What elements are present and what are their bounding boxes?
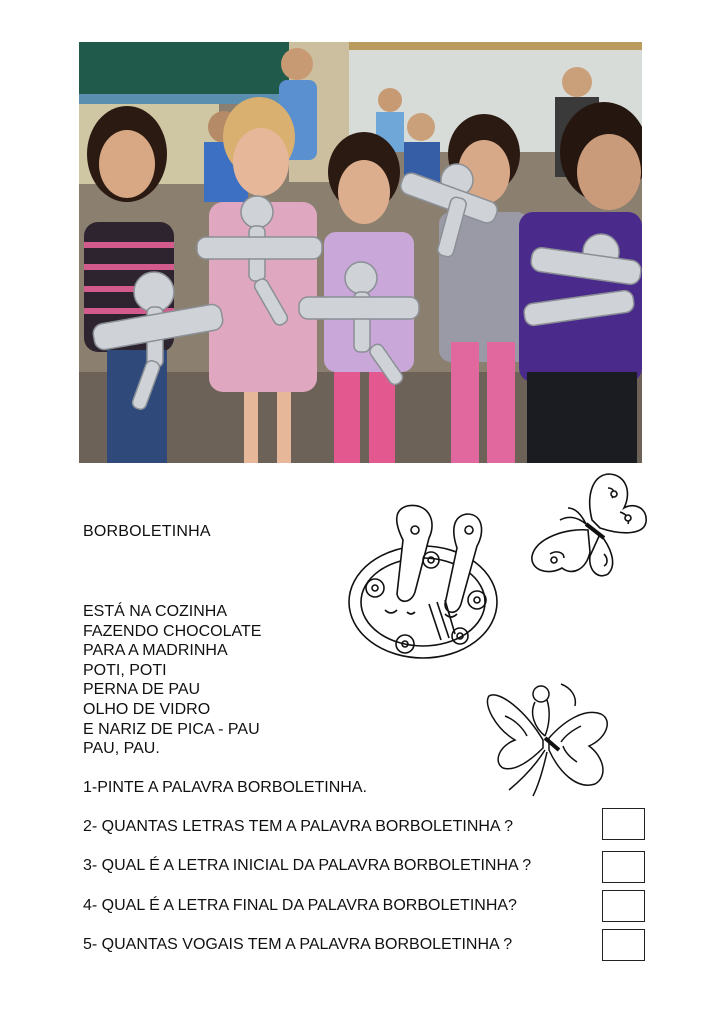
poem (83, 602, 261, 759)
poem-line: OLHO DE VIDRO (83, 700, 211, 718)
question-5: 5- QUANTAS VOGAIS TEM A PALAVRA BORBOLETINHA ? (83, 936, 513, 953)
question-1: 1-PINTE A PALAVRA BORBOLETINHA. (83, 779, 367, 796)
answer-box-2[interactable] (602, 808, 645, 840)
answer-box-4[interactable] (602, 890, 645, 922)
worksheet-title: BORBOLETINHA (83, 523, 211, 540)
answer-box-3[interactable] (602, 851, 645, 883)
fairy-butterfly-icon (485, 680, 615, 803)
poem-line: POTI, POTI (83, 661, 167, 679)
spoon-fork-plate-icon (345, 500, 505, 671)
question-2: 2- QUANTAS LETRAS TEM A PALAVRA BORBOLETINHA ? (83, 818, 514, 835)
classroom-photo (79, 42, 642, 463)
poem-line: ESTÁ NA COZINHA (83, 603, 228, 620)
poem-line: PAU, PAU. (83, 740, 160, 758)
question-3: 3- QUAL É A LETRA INICIAL DA PALAVRA BORBOLETINHA ? (83, 857, 532, 874)
butterfly-icon (528, 472, 650, 585)
answer-box-5[interactable] (602, 929, 645, 961)
poem-line: E NARIZ DE PICA - PAU (83, 720, 260, 738)
poem-line: PARA A MADRINHA (83, 642, 228, 660)
poem-line: PERNA DE PAU (83, 681, 201, 699)
question-4: 4- QUAL É A LETRA FINAL DA PALAVRA BORBOLETINHA? (83, 897, 517, 914)
poem-line: FAZENDO CHOCOLATE (83, 622, 262, 640)
